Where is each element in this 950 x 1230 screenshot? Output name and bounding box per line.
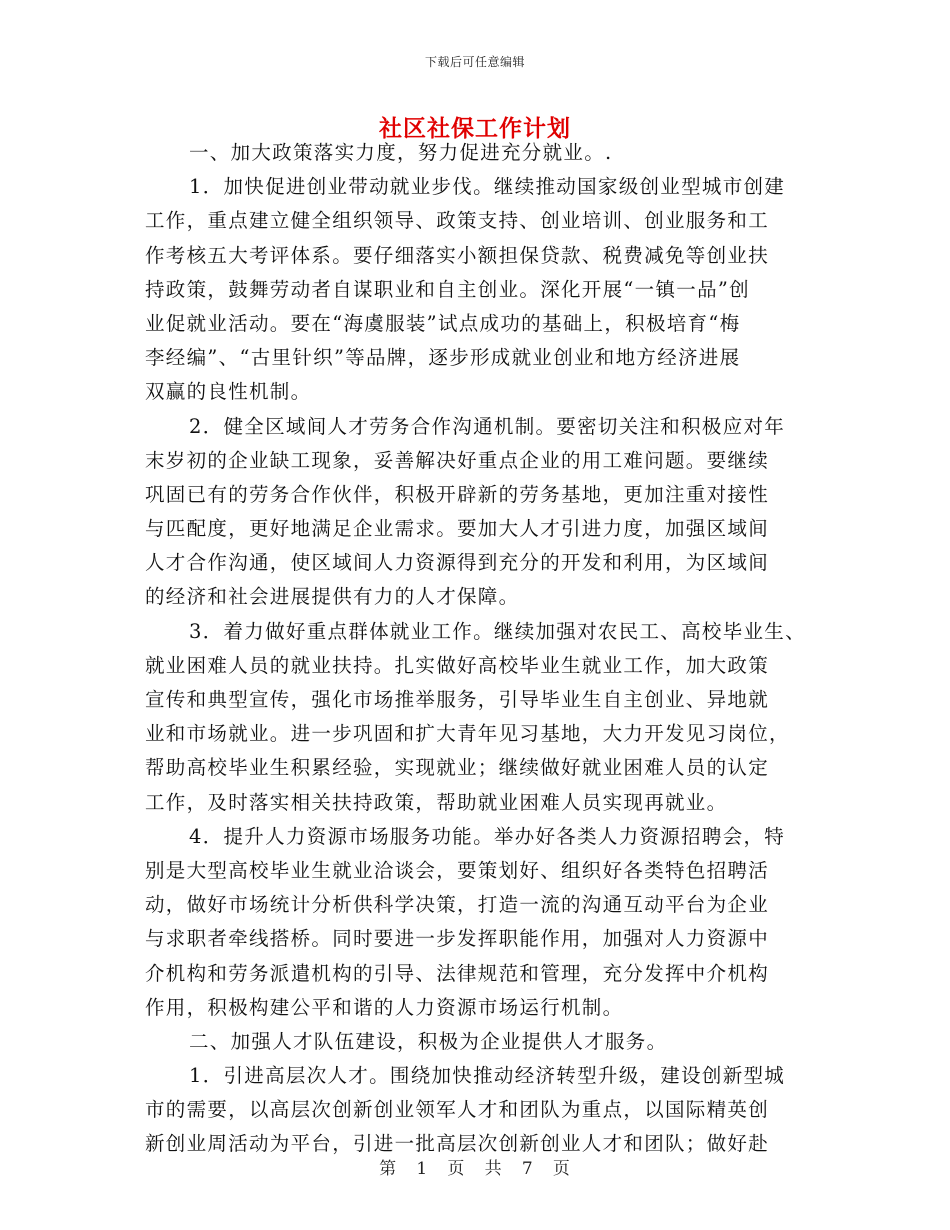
paragraph-1-2	[145, 410, 813, 615]
header-note: 下载后可任意编辑	[424, 55, 525, 69]
text-line: 双赢的良性机制。	[145, 380, 312, 404]
text-line: 与匹配度，更好地满足企业需求。要加大人才引进力度，加强区域间	[145, 517, 770, 541]
text-line: 市的需要，以高层次创新创业领军人才和团队为重点，以国际精英创	[145, 1098, 770, 1122]
document-body	[145, 136, 813, 1162]
section-heading-1	[145, 136, 813, 170]
text-line: 工作，及时落实相关扶持政策，帮助就业困难人员实现再就业。	[145, 790, 728, 814]
text-line: 持政策，鼓舞劳动者自谋职业和自主创业。深化开展“一镇一品”创	[145, 277, 750, 301]
text-line: 介机构和劳务派遣机构的引导、法律规范和管理，充分发挥中介机构	[145, 961, 770, 985]
footer-page-number: 1	[416, 1159, 429, 1179]
text-line: 作考核五大考评体系。要仔细落实小额担保贷款、税费减免等创业扶	[145, 243, 770, 267]
footer-prefix: 第	[379, 1159, 398, 1179]
text-line: 巩固已有的劳务合作伙伴，积极开辟新的劳务基地，更加注重对接性	[145, 482, 770, 506]
paragraph-2-1	[145, 1059, 813, 1162]
text-line: 李经编”、“古里针织”等品牌，逐步形成就业创业和地方经济进展	[145, 346, 741, 370]
section-heading-2	[145, 1025, 813, 1059]
text-line: 的经济和社会进展提供有力的人才保障。	[145, 585, 520, 609]
paragraph-1-4	[145, 820, 813, 1025]
footer-total-pages: 7	[521, 1159, 534, 1179]
text-line: 二、加强人才队伍建设，积极为企业提供人才服务。	[189, 1029, 668, 1053]
paragraph-1-3	[145, 615, 813, 820]
text-line: 就业困难人员的就业扶持。扎实做好高校毕业生就业工作，加大政策	[145, 653, 770, 677]
footer-total-label: 共	[484, 1159, 503, 1179]
page-footer	[0, 1154, 950, 1179]
text-line: 动，做好市场统计分析供科学决策，打造一流的沟通互动平台为企业	[145, 893, 770, 917]
text-line: 别是大型高校毕业生就业洽谈会，要策划好、组织好各类特色招聘活	[145, 858, 770, 882]
text-line: 宣传和典型宣传，强化市场推举服务，引导毕业生自主创业、异地就	[145, 688, 770, 711]
text-line: 4．提升人力资源市场服务功能。举办好各类人力资源招聘会，特	[189, 824, 786, 848]
text-line: 工作，重点建立健全组织领导、政策支持、创业培训、创业服务和工	[145, 209, 770, 233]
text-line: 人才合作沟通，使区域间人力资源得到充分的开发和利用，为区域间	[145, 551, 770, 575]
text-line: 3．着力做好重点群体就业工作。继续加强对农民工、高校毕业生、	[189, 619, 806, 643]
paragraph-1-1	[145, 170, 813, 409]
text-line: 末岁初的企业缺工现象，妥善解决好重点企业的用工难问题。要继续	[145, 448, 770, 472]
document-title: 社区社保工作计划	[379, 115, 571, 142]
text-line: 2．健全区域间人才劳务合作沟通机制。要密切关注和积极应对年	[189, 414, 786, 438]
text-line: 业和市场就业。进一步巩固和扩大青年见习基地，大力开发见习岗位，	[145, 722, 790, 746]
text-line: 作用，积极构建公平和谐的人力资源市场运行机制。	[145, 995, 624, 1019]
text-line: 与求职者牵线搭桥。同时要进一步发挥职能作用，加强对人力资源中	[145, 927, 770, 951]
text-line: 1．加快促进创业带动就业步伐。继续推动国家级创业型城市创建	[189, 175, 786, 199]
text-line: 1．引进高层次人才。围绕加快推动经济转型升级，建设创新型城	[189, 1064, 786, 1088]
text-line: 帮助高校毕业生积累经验，实现就业；继续做好就业困难人员的认定	[145, 756, 770, 780]
text-line: 新创业周活动为平台，引进一批高层次创新创业人才和团队；做好赴	[145, 1132, 770, 1156]
footer-page-word: 页	[447, 1159, 466, 1179]
text-line: 业促就业活动。要在“海虞服装”试点成功的基础上，积极培育“梅	[145, 311, 741, 335]
footer-suffix: 页	[552, 1159, 571, 1179]
text-line: 一、加大政策落实力度，努力促进充分就业。.	[189, 141, 613, 164]
